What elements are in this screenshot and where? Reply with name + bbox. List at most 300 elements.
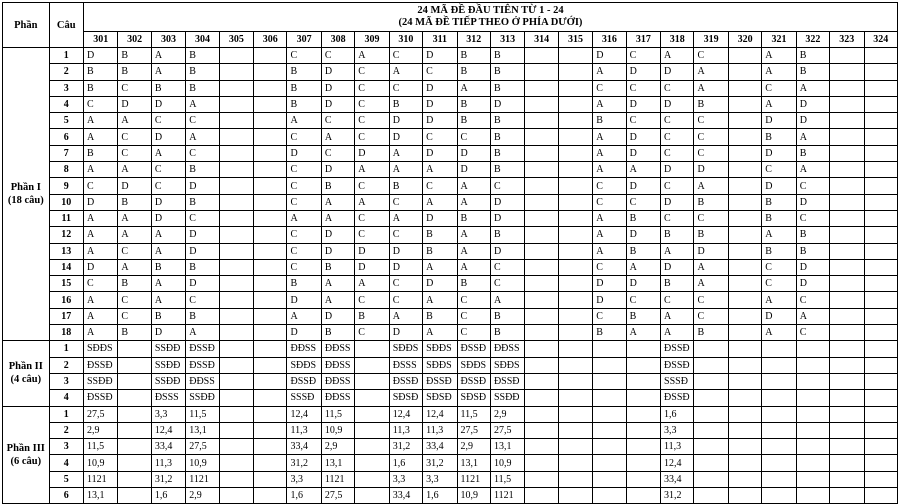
answer-cell xyxy=(219,390,253,406)
answer-cell: B xyxy=(694,325,728,341)
exam-code-310: 310 xyxy=(389,32,422,48)
answer-cell: C xyxy=(694,48,728,64)
answer-cell xyxy=(830,406,864,422)
answer-cell: ĐSSĐ xyxy=(389,373,422,389)
section-count: (4 câu) xyxy=(10,374,42,386)
answer-cell: D xyxy=(661,259,694,275)
answer-cell: C xyxy=(593,80,626,96)
answer-cell: B xyxy=(287,80,321,96)
answer-cell: B xyxy=(151,80,185,96)
answer-cell: A xyxy=(389,162,422,178)
answer-cell: C xyxy=(118,80,151,96)
answer-cell: A xyxy=(355,194,389,210)
answer-cell: A xyxy=(694,276,728,292)
answer-cell: B xyxy=(118,276,151,292)
answer-cell: 10,9 xyxy=(186,455,219,471)
answer-cell xyxy=(219,48,253,64)
answer-cell: B xyxy=(118,194,151,210)
answer-cell: B xyxy=(321,325,354,341)
question-number: 12 xyxy=(49,227,83,243)
answer-cell xyxy=(728,406,761,422)
answer-row xyxy=(3,162,898,178)
answer-cell: A xyxy=(321,129,354,145)
answer-cell: 3,3 xyxy=(151,406,185,422)
answer-cell xyxy=(728,80,761,96)
answer-cell xyxy=(728,145,761,161)
answer-cell: A xyxy=(151,227,185,243)
answer-cell xyxy=(558,80,592,96)
answer-cell xyxy=(254,243,287,259)
answer-cell: A xyxy=(796,162,829,178)
answer-cell xyxy=(864,390,897,406)
answer-cell: A xyxy=(83,227,117,243)
answer-cell: B xyxy=(287,276,321,292)
question-number: 16 xyxy=(49,292,83,308)
answer-cell xyxy=(558,64,592,80)
answer-cell: A xyxy=(423,194,457,210)
answer-cell: ĐSSĐ xyxy=(83,390,117,406)
answer-cell: D xyxy=(423,80,457,96)
answer-cell: C xyxy=(186,210,219,226)
answer-cell: B xyxy=(83,80,117,96)
answer-cell: A xyxy=(490,292,524,308)
answer-cell: SĐSĐ xyxy=(423,390,457,406)
answer-cell: D xyxy=(490,210,524,226)
answer-cell: A xyxy=(694,178,728,194)
answer-cell: B xyxy=(762,129,796,145)
answer-cell: C xyxy=(321,48,354,64)
answer-cell: C xyxy=(694,308,728,324)
answer-cell: A xyxy=(321,276,354,292)
answer-cell: D xyxy=(151,96,185,112)
question-number: 1 xyxy=(49,48,83,64)
answer-cell xyxy=(219,357,253,373)
answer-cell: B xyxy=(796,243,829,259)
answer-cell xyxy=(219,227,253,243)
section-label xyxy=(3,406,50,504)
answer-cell: A xyxy=(762,325,796,341)
answer-cell xyxy=(864,292,897,308)
question-number: 4 xyxy=(49,455,83,471)
answer-cell: D xyxy=(321,227,354,243)
answer-cell: 1121 xyxy=(83,471,117,487)
answer-cell: C xyxy=(389,227,422,243)
answer-cell xyxy=(558,48,592,64)
answer-cell: C xyxy=(661,113,694,129)
answer-cell: C xyxy=(661,80,694,96)
answer-cell: B xyxy=(457,113,490,129)
title-line-2: (24 MÃ ĐỀ TIẾP THEO Ở PHÍA DƯỚI) xyxy=(398,17,583,28)
answer-cell xyxy=(830,357,864,373)
answer-cell: A xyxy=(694,259,728,275)
answer-cell: 31,2 xyxy=(661,488,694,504)
answer-row xyxy=(3,129,898,145)
section-name: Phần II xyxy=(8,361,43,373)
answer-cell: D xyxy=(321,80,354,96)
answer-cell: B xyxy=(490,308,524,324)
answer-cell xyxy=(593,341,626,357)
answer-cell: A xyxy=(83,129,117,145)
answer-cell: C xyxy=(389,292,422,308)
answer-cell: A xyxy=(626,259,660,275)
answer-cell: D xyxy=(626,178,660,194)
question-number: 3 xyxy=(49,439,83,455)
exam-code-304: 304 xyxy=(186,32,219,48)
exam-code-307: 307 xyxy=(287,32,321,48)
answer-cell: 11,3 xyxy=(661,439,694,455)
answer-cell: C xyxy=(457,308,490,324)
answer-cell: B xyxy=(490,48,524,64)
answer-cell: ĐSSĐ xyxy=(83,357,117,373)
answer-cell xyxy=(762,471,796,487)
answer-cell: D xyxy=(186,178,219,194)
answer-cell xyxy=(728,357,761,373)
answer-cell: C xyxy=(490,178,524,194)
answer-cell: D xyxy=(389,243,422,259)
answer-cell: B xyxy=(593,325,626,341)
answer-cell: A xyxy=(762,227,796,243)
answer-cell: D xyxy=(287,145,321,161)
answer-cell xyxy=(830,455,864,471)
answer-cell xyxy=(694,422,728,438)
answer-cell xyxy=(864,129,897,145)
answer-cell xyxy=(558,308,592,324)
answer-cell: D xyxy=(151,194,185,210)
answer-cell: D xyxy=(762,308,796,324)
answer-row xyxy=(3,210,898,226)
answer-cell: 33,4 xyxy=(423,439,457,455)
answer-cell: B xyxy=(626,210,660,226)
answer-cell: 12,4 xyxy=(423,406,457,422)
section-label xyxy=(3,48,50,341)
answer-cell xyxy=(728,308,761,324)
answer-cell: C xyxy=(661,178,694,194)
answer-key-table xyxy=(2,2,898,504)
answer-cell xyxy=(525,292,558,308)
answer-cell: 2,9 xyxy=(321,439,354,455)
answer-cell: A xyxy=(593,129,626,145)
question-number: 17 xyxy=(49,308,83,324)
answer-cell xyxy=(626,390,660,406)
answer-cell: C xyxy=(118,292,151,308)
answer-cell: C xyxy=(389,194,422,210)
answer-cell xyxy=(728,341,761,357)
answer-cell xyxy=(694,341,728,357)
answer-cell: C xyxy=(355,325,389,341)
exam-code-318: 318 xyxy=(661,32,694,48)
answer-cell: ĐSSS xyxy=(151,390,185,406)
answer-cell xyxy=(219,439,253,455)
answer-cell xyxy=(219,471,253,487)
answer-cell xyxy=(796,406,829,422)
answer-cell: B xyxy=(490,80,524,96)
answer-cell xyxy=(864,113,897,129)
answer-cell xyxy=(558,406,592,422)
answer-cell xyxy=(525,48,558,64)
answer-cell: D xyxy=(186,276,219,292)
answer-cell: ĐĐSS xyxy=(321,341,354,357)
answer-cell xyxy=(558,243,592,259)
answer-cell: C xyxy=(694,129,728,145)
answer-cell: C xyxy=(457,129,490,145)
question-number: 6 xyxy=(49,129,83,145)
answer-cell: 31,2 xyxy=(287,455,321,471)
header-cau: Câu xyxy=(49,3,83,48)
answer-cell xyxy=(796,439,829,455)
answer-cell: C xyxy=(355,129,389,145)
answer-cell xyxy=(830,178,864,194)
answer-cell xyxy=(355,422,389,438)
answer-cell: A xyxy=(457,80,490,96)
answer-cell: D xyxy=(694,243,728,259)
answer-cell xyxy=(558,390,592,406)
answer-cell xyxy=(728,325,761,341)
answer-row xyxy=(3,48,898,64)
answer-cell: C xyxy=(626,194,660,210)
answer-cell xyxy=(118,373,151,389)
answer-cell: A xyxy=(796,308,829,324)
answer-cell xyxy=(830,162,864,178)
answer-cell xyxy=(254,325,287,341)
answer-cell xyxy=(830,292,864,308)
answer-cell xyxy=(219,194,253,210)
answer-cell xyxy=(525,357,558,373)
answer-cell: 33,4 xyxy=(389,488,422,504)
answer-cell: D xyxy=(423,276,457,292)
answer-cell: 31,2 xyxy=(389,439,422,455)
answer-cell xyxy=(219,129,253,145)
exam-code-324: 324 xyxy=(864,32,897,48)
answer-cell: B xyxy=(457,96,490,112)
answer-cell xyxy=(219,422,253,438)
answer-cell: 10,9 xyxy=(321,422,354,438)
answer-cell: A xyxy=(457,259,490,275)
answer-cell xyxy=(694,455,728,471)
question-number: 2 xyxy=(49,422,83,438)
answer-cell: 11,3 xyxy=(389,422,422,438)
question-number: 9 xyxy=(49,178,83,194)
answer-cell: B xyxy=(626,243,660,259)
answer-cell: B xyxy=(186,64,219,80)
answer-cell xyxy=(254,422,287,438)
answer-cell xyxy=(525,162,558,178)
question-number: 1 xyxy=(49,341,83,357)
answer-cell: B xyxy=(490,64,524,80)
answer-cell: 27,5 xyxy=(490,422,524,438)
answer-cell xyxy=(525,64,558,80)
answer-cell: A xyxy=(593,227,626,243)
exam-code-303: 303 xyxy=(151,32,185,48)
answer-cell: 1121 xyxy=(490,488,524,504)
answer-cell xyxy=(558,439,592,455)
answer-cell: 27,5 xyxy=(186,439,219,455)
answer-cell: 1,6 xyxy=(151,488,185,504)
answer-cell: C xyxy=(186,113,219,129)
answer-cell: C xyxy=(661,292,694,308)
answer-cell: C xyxy=(796,178,829,194)
answer-cell: D xyxy=(796,113,829,129)
answer-cell xyxy=(254,129,287,145)
section-count: (18 câu) xyxy=(7,195,44,207)
answer-cell: D xyxy=(626,276,660,292)
answer-cell xyxy=(593,455,626,471)
answer-cell: C xyxy=(626,113,660,129)
answer-cell xyxy=(864,210,897,226)
question-number: 8 xyxy=(49,162,83,178)
answer-cell xyxy=(694,439,728,455)
answer-cell: 11,5 xyxy=(490,471,524,487)
answer-cell xyxy=(830,390,864,406)
answer-cell: D xyxy=(83,194,117,210)
answer-cell xyxy=(864,471,897,487)
answer-row xyxy=(3,439,898,455)
answer-cell: D xyxy=(796,194,829,210)
answer-cell: C xyxy=(389,276,422,292)
answer-cell: D xyxy=(490,243,524,259)
answer-cell xyxy=(525,390,558,406)
answer-cell: A xyxy=(389,308,422,324)
answer-cell xyxy=(762,455,796,471)
answer-cell xyxy=(830,194,864,210)
answer-cell xyxy=(558,292,592,308)
answer-cell: SSĐĐ xyxy=(186,390,219,406)
answer-cell: A xyxy=(457,194,490,210)
answer-cell: D xyxy=(83,259,117,275)
question-number: 14 xyxy=(49,259,83,275)
answer-cell: A xyxy=(661,325,694,341)
answer-cell xyxy=(118,422,151,438)
answer-cell: 31,2 xyxy=(151,471,185,487)
answer-cell: C xyxy=(593,259,626,275)
answer-cell: B xyxy=(287,64,321,80)
answer-cell xyxy=(593,422,626,438)
answer-cell: A xyxy=(423,292,457,308)
answer-cell xyxy=(830,259,864,275)
question-number: 11 xyxy=(49,210,83,226)
answer-cell: D xyxy=(321,308,354,324)
answer-cell: D xyxy=(762,145,796,161)
answer-cell: ĐSSĐ xyxy=(423,373,457,389)
answer-cell: 1,6 xyxy=(287,488,321,504)
answer-cell: A xyxy=(118,113,151,129)
answer-cell: ĐĐSS xyxy=(321,390,354,406)
answer-cell xyxy=(864,422,897,438)
answer-cell: 10,9 xyxy=(457,488,490,504)
answer-cell xyxy=(219,276,253,292)
answer-cell: C xyxy=(287,259,321,275)
answer-cell xyxy=(558,145,592,161)
answer-cell xyxy=(219,406,253,422)
answer-cell xyxy=(254,227,287,243)
answer-cell: 13,1 xyxy=(457,455,490,471)
answer-cell xyxy=(525,422,558,438)
answer-cell: 10,9 xyxy=(83,455,117,471)
answer-cell xyxy=(864,243,897,259)
answer-cell xyxy=(355,439,389,455)
answer-cell: 2,9 xyxy=(83,422,117,438)
answer-cell xyxy=(626,439,660,455)
answer-cell: SĐĐS xyxy=(389,341,422,357)
answer-cell xyxy=(830,113,864,129)
answer-cell xyxy=(525,96,558,112)
answer-cell xyxy=(796,341,829,357)
answer-cell xyxy=(525,439,558,455)
answer-cell: D xyxy=(490,96,524,112)
answer-cell: A xyxy=(457,227,490,243)
answer-cell: A xyxy=(626,162,660,178)
answer-cell xyxy=(219,162,253,178)
answer-cell xyxy=(864,341,897,357)
answer-cell: C xyxy=(389,80,422,96)
answer-cell xyxy=(830,64,864,80)
answer-cell: B xyxy=(151,259,185,275)
answer-cell: 3,3 xyxy=(287,471,321,487)
answer-cell: B xyxy=(490,227,524,243)
answer-cell: D xyxy=(593,292,626,308)
question-number: 4 xyxy=(49,96,83,112)
answer-cell xyxy=(830,341,864,357)
answer-cell: D xyxy=(389,259,422,275)
answer-cell: A xyxy=(151,64,185,80)
question-number: 15 xyxy=(49,276,83,292)
answer-cell: C xyxy=(762,259,796,275)
answer-cell: ĐSSĐ xyxy=(457,373,490,389)
answer-cell xyxy=(762,439,796,455)
answer-cell: A xyxy=(151,292,185,308)
answer-cell xyxy=(830,308,864,324)
answer-cell: A xyxy=(151,243,185,259)
answer-cell xyxy=(525,276,558,292)
answer-cell xyxy=(864,357,897,373)
answer-cell: C xyxy=(355,292,389,308)
answer-cell: A xyxy=(593,145,626,161)
answer-cell: B xyxy=(321,178,354,194)
answer-cell xyxy=(762,406,796,422)
answer-row xyxy=(3,243,898,259)
answer-cell: C xyxy=(593,178,626,194)
answer-cell xyxy=(558,113,592,129)
answer-cell xyxy=(525,406,558,422)
section-name: Phần III xyxy=(6,442,45,454)
answer-cell: A xyxy=(796,129,829,145)
answer-cell: A xyxy=(457,178,490,194)
question-number: 3 xyxy=(49,80,83,96)
exam-code-311: 311 xyxy=(423,32,457,48)
answer-cell: D xyxy=(355,243,389,259)
answer-cell: ĐSSĐ xyxy=(186,341,219,357)
answer-cell: B xyxy=(186,162,219,178)
answer-cell: D xyxy=(423,96,457,112)
answer-cell: A xyxy=(83,308,117,324)
answer-cell: C xyxy=(83,96,117,112)
answer-cell xyxy=(219,308,253,324)
answer-row xyxy=(3,325,898,341)
answer-cell xyxy=(864,96,897,112)
question-number: 1 xyxy=(49,406,83,422)
answer-cell: B xyxy=(490,325,524,341)
answer-cell: 13,1 xyxy=(186,422,219,438)
answer-cell: ĐĐSS xyxy=(321,357,354,373)
answer-cell xyxy=(728,64,761,80)
answer-cell xyxy=(762,341,796,357)
answer-cell xyxy=(254,357,287,373)
answer-cell xyxy=(796,373,829,389)
answer-cell: SĐĐS xyxy=(490,357,524,373)
answer-cell: B xyxy=(423,243,457,259)
answer-cell: A xyxy=(151,145,185,161)
answer-cell xyxy=(728,373,761,389)
answer-cell: C xyxy=(186,292,219,308)
